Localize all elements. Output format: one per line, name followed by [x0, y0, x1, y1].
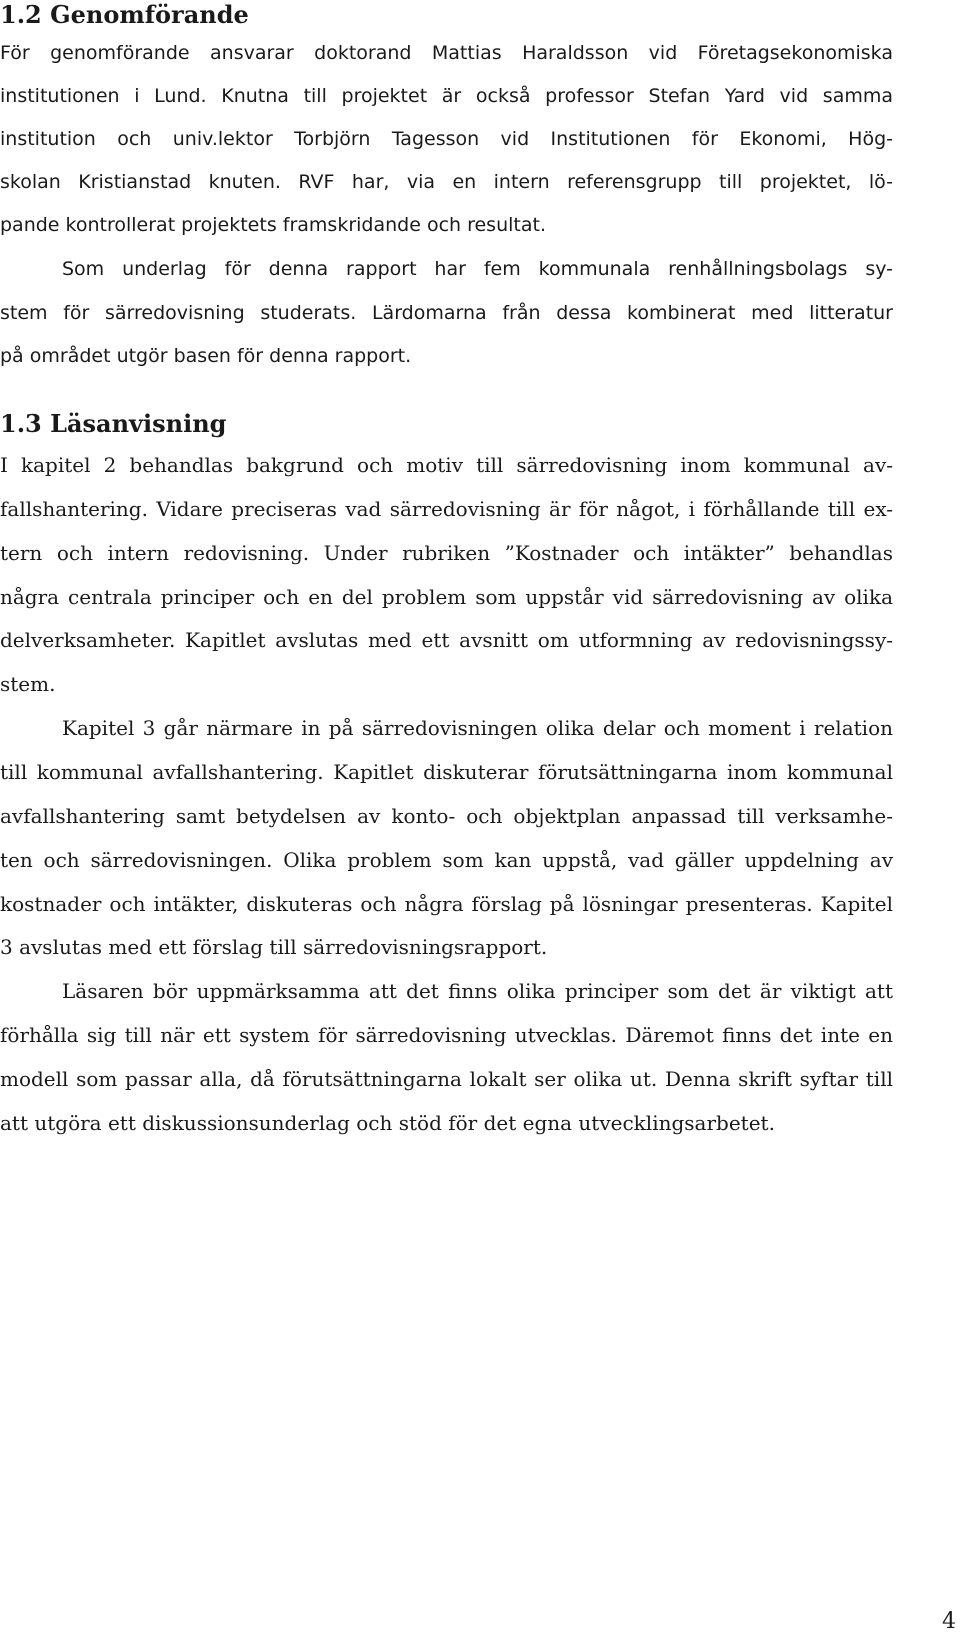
text-line: fallshantering. Vidare preciseras vad särredovisning är för något, i förhållande till ex- — [0, 497, 893, 521]
text-line: tern och intern redovisning. Under rubriken ”Kostnader och intäkter” behandlas — [0, 541, 893, 565]
text-line: förhålla sig till när ett system för särredovisning utvecklas. Däremot finns det inte en — [0, 1023, 893, 1047]
text-line: institution och univ.lektor Torbjörn Tagesson vid Institutionen för Ekonomi, Hög- — [0, 128, 893, 150]
text-line: Läsaren bör uppmärksamma att det finns olika principer som det är viktigt att — [62, 979, 893, 1003]
text-line: modell som passar alla, då förutsättningarna lokalt ser olika ut. Denna skrift syftar till — [0, 1067, 893, 1091]
text-line: avfallshantering samt betydelsen av konto- och objektplan anpassad till verksamhe- — [0, 804, 893, 828]
text-line: För genomförande ansvarar doktorand Mattias Haraldsson vid Företagsekonomiska — [0, 42, 893, 64]
text-line: delverksamheter. Kapitlet avslutas med ett avsnitt om utformning av redovisningssy- — [0, 628, 893, 652]
section-heading-genomforande: 1.2 Genomförande — [0, 0, 249, 29]
text-line: Som underlag för denna rapport har fem kommunala renhållningsbolags sy- — [62, 258, 893, 280]
text-line: att utgöra ett diskussionsunderlag och stöd för det egna utvecklingsarbetet. — [0, 1111, 775, 1135]
text-line: skolan Kristianstad knuten. RVF har, via en intern referensgrupp till projektet, lö- — [0, 171, 893, 193]
text-line: några centrala principer och en del problem som uppstår vid särredovisning av olika — [0, 585, 893, 609]
text-line: till kommunal avfallshantering. Kapitlet diskuterar förutsättningarna inom kommunal — [0, 760, 893, 784]
text-line: kostnader och intäkter, diskuteras och några förslag på lösningar presenteras. Kapitel — [0, 892, 893, 916]
text-line: Kapitel 3 går närmare in på särredovisningen olika delar och moment i relation — [62, 716, 893, 740]
text-line: ten och särredovisningen. Olika problem som kan uppstå, vad gäller uppdelning av — [0, 848, 893, 872]
text-line: stem. — [0, 672, 56, 696]
text-line: 3 avslutas med ett förslag till särredovisningsrapport. — [0, 935, 548, 959]
section-heading-lasanvisning: 1.3 Läsanvisning — [0, 409, 227, 438]
text-line: I kapitel 2 behandlas bakgrund och motiv till särredovisning inom kommunal av- — [0, 453, 893, 477]
text-line: pande kontrollerat projektets framskridande och resultat. — [0, 214, 546, 236]
text-line: på området utgör basen för denna rapport. — [0, 345, 412, 367]
text-line: stem för särredovisning studerats. Lärdomarna från dessa kombinerat med litteratur — [0, 302, 893, 324]
text-line: institutionen i Lund. Knutna till projektet är också professor Stefan Yard vid samma — [0, 85, 893, 107]
page-number: 4 — [942, 1609, 956, 1634]
